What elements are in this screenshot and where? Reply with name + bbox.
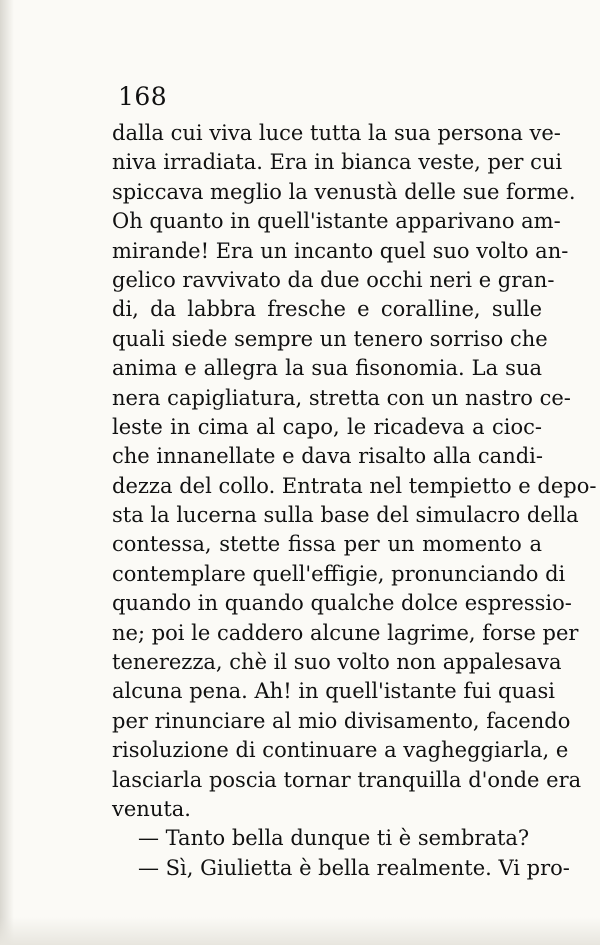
dialogue-line: — Sì, Giulietta è bella realmente. Vi pro-	[138, 855, 570, 880]
text-line: mirande! Era un incanto quel suo volto an-	[112, 238, 569, 263]
text-line: quando in quando qualche dolce espressio-	[112, 591, 572, 616]
text-line: spiccava meglio la venustà delle sue forme.	[112, 179, 576, 204]
scan-edge-shadow	[0, 0, 14, 945]
text-line: tenerezza, chè il suo volto non appalesava	[112, 650, 562, 675]
text-line: venuta.	[112, 796, 191, 821]
text-line: sta la lucerna sulla base del simulacro della	[112, 503, 579, 528]
text-line: Oh quanto in quell'istante apparivano am-	[112, 209, 561, 234]
body-text	[112, 119, 597, 883]
scan-bottom-shadow	[0, 917, 600, 945]
text-line: per rinunciare al mio divisamento, facendo	[112, 708, 571, 733]
text-line: di, da labbra fresche e coralline, sulle	[112, 297, 542, 322]
text-line: ne; poi le caddero alcune lagrime, forse per	[112, 620, 579, 645]
text-line: lasciarla poscia tornar tranquilla d'onde era	[112, 767, 582, 792]
text-line: dezza del collo. Entrata nel tempietto e depo-	[112, 473, 597, 498]
text-line: contessa, stette fissa per un momento a	[112, 532, 542, 557]
text-line: anima e allegra la sua fisonomia. La sua	[112, 356, 542, 381]
text-line: alcuna pena. Ah! in quell'istante fui quasi	[112, 679, 556, 704]
page-number: 168	[118, 82, 168, 111]
text-line: che innanellate e dava risalto alla candi-	[112, 444, 543, 469]
text-line: dalla cui viva luce tutta la sua persona ve-	[112, 121, 561, 145]
dialogue-line: — Tanto bella dunque ti è sembrata?	[138, 826, 530, 851]
text-line: leste in cima al capo, le ricadeva a cioc-	[112, 414, 542, 439]
text-line: quali siede sempre un tenero sorriso che	[112, 326, 548, 351]
text-line: risoluzione di continuare a vagheggiarla, e	[112, 738, 569, 763]
text-line: nera capigliatura, stretta con un nastro ce-	[112, 385, 571, 410]
text-line: contemplare quell'effigie, pronunciando di	[112, 561, 566, 586]
text-line: niva irradiata. Era in bianca veste, per cui	[112, 150, 563, 175]
text-line: gelico ravvivato da due occhi neri e gran-	[112, 267, 555, 292]
